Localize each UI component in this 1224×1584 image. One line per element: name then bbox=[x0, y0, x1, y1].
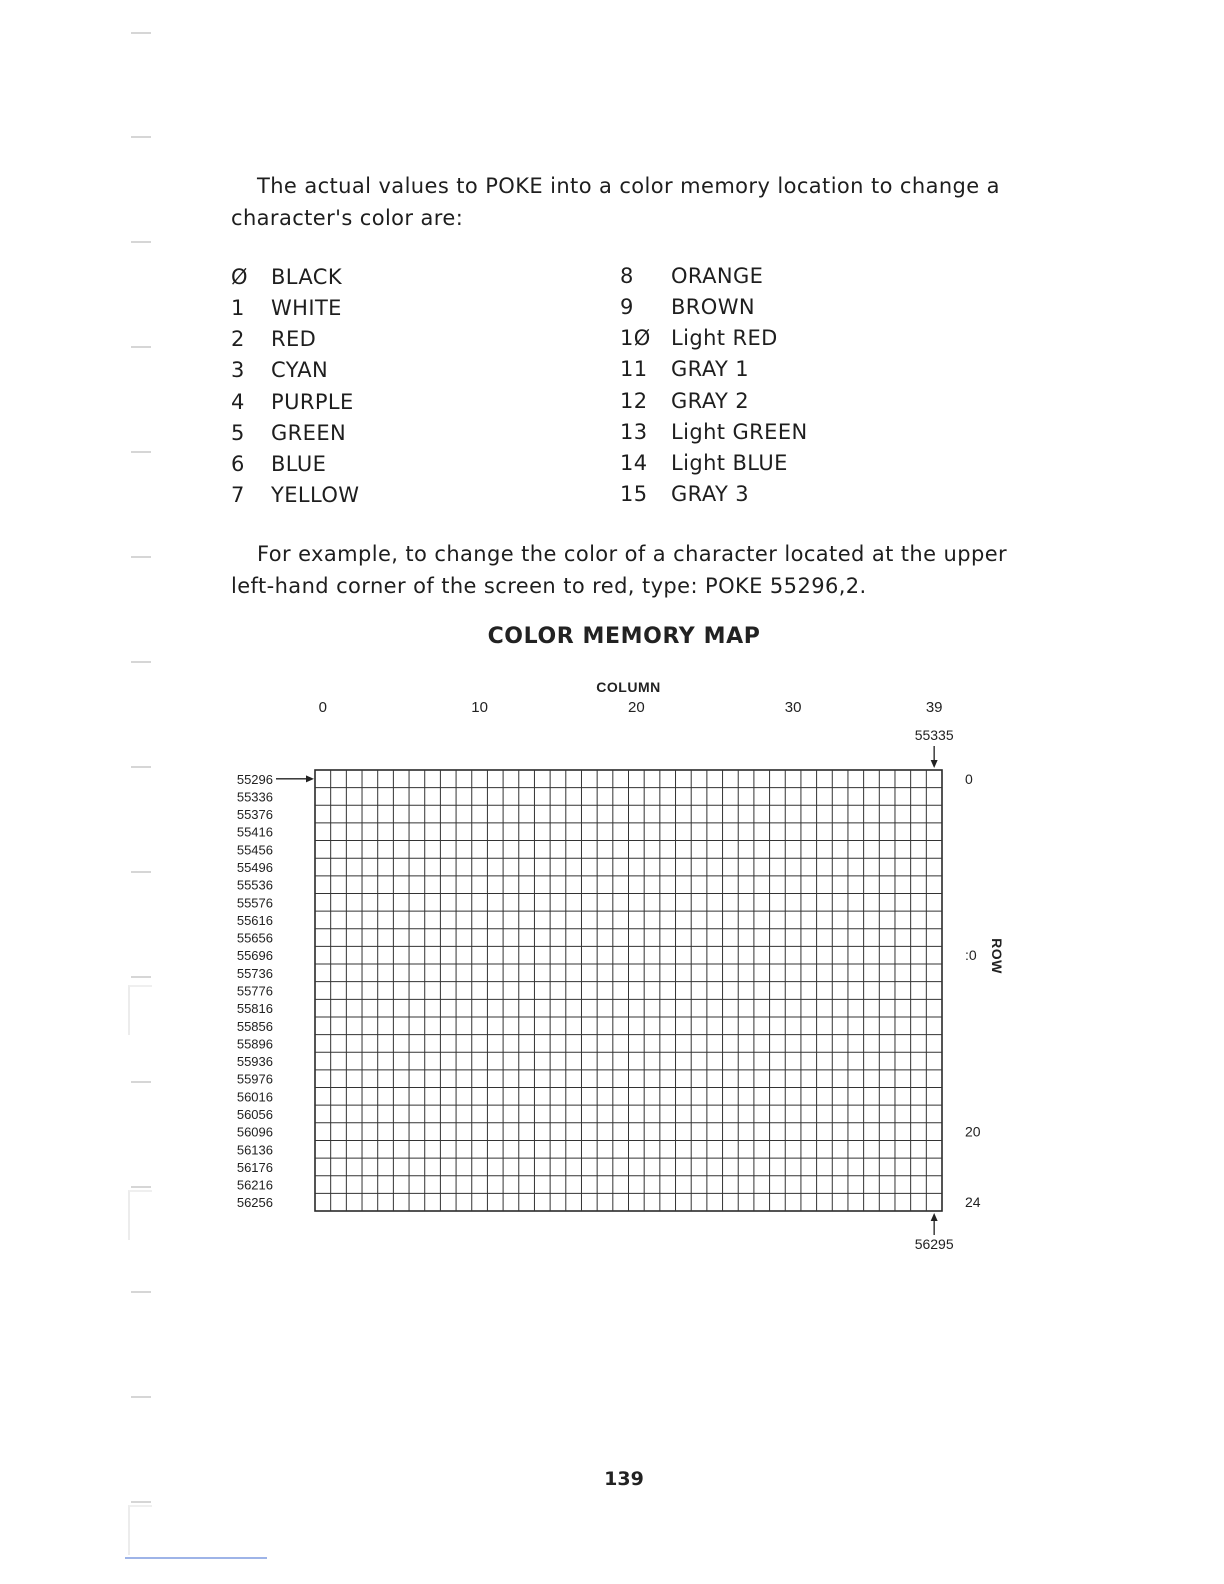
binding-tick bbox=[131, 1501, 151, 1503]
row-address-label: 55856 bbox=[236, 1018, 273, 1034]
row-address-label: 55936 bbox=[236, 1054, 273, 1070]
row-address-label: 55776 bbox=[236, 983, 273, 999]
color-name: CYAN bbox=[271, 358, 329, 382]
color-name: Light RED bbox=[671, 326, 778, 350]
color-code: 13 bbox=[620, 420, 648, 444]
binding-tick bbox=[131, 1396, 151, 1398]
color-name: BROWN bbox=[671, 295, 756, 319]
row-address-label: 56176 bbox=[236, 1159, 273, 1175]
row-axis-label: ROW bbox=[989, 938, 1005, 974]
color-code: 9 bbox=[620, 295, 634, 319]
top-right-arrow-head bbox=[931, 760, 938, 768]
color-code: 11 bbox=[620, 357, 648, 381]
top-right-address: 55335 bbox=[914, 727, 954, 743]
page-number: 139 bbox=[604, 1468, 644, 1490]
row-address-label: 55416 bbox=[236, 824, 273, 840]
example-line-1: For example, to change the color of a character located at the upper bbox=[257, 542, 1008, 566]
row-address-label: 56256 bbox=[236, 1195, 273, 1211]
color-code: 3 bbox=[231, 358, 245, 382]
color-code: 7 bbox=[231, 483, 245, 507]
color-code: 12 bbox=[620, 389, 648, 413]
color-name: Light GREEN bbox=[671, 420, 808, 444]
row-address-label: 55456 bbox=[236, 842, 273, 858]
row-address-label: 55336 bbox=[236, 789, 273, 805]
color-code: 2 bbox=[231, 327, 245, 351]
intro-line-2: character's color are: bbox=[231, 206, 464, 230]
column-tick-label: 10 bbox=[471, 699, 488, 716]
color-code: 4 bbox=[231, 390, 245, 414]
row-address-label: 55816 bbox=[236, 1001, 273, 1017]
color-code: Ø bbox=[231, 265, 248, 289]
color-code: 6 bbox=[231, 452, 245, 476]
example-line-2: left-hand corner of the screen to red, type: POKE 55296,2. bbox=[231, 574, 867, 598]
row-tick-label: 24 bbox=[965, 1194, 981, 1211]
bottom-right-address: 56295 bbox=[914, 1236, 954, 1252]
color-code: 8 bbox=[620, 264, 634, 288]
column-tick-label: 20 bbox=[627, 699, 645, 716]
color-name: GREEN bbox=[271, 421, 347, 445]
column-tick-label: 39 bbox=[925, 699, 943, 716]
row-address-label: 56216 bbox=[236, 1177, 273, 1193]
color-name: RED bbox=[271, 327, 317, 351]
binding-hole bbox=[128, 1505, 152, 1555]
color-name: WHITE bbox=[271, 296, 342, 320]
row-address-label: 56096 bbox=[236, 1124, 273, 1140]
row-address-label: 55376 bbox=[236, 807, 273, 823]
row-tick-label: 0 bbox=[965, 770, 973, 787]
intro-line-1: The actual values to POKE into a color memory location to change a bbox=[257, 174, 1000, 198]
color-name: PURPLE bbox=[271, 390, 354, 414]
color-name: GRAY 3 bbox=[671, 482, 750, 506]
column-tick-label: 0 bbox=[318, 699, 328, 716]
color-name: ORANGE bbox=[671, 264, 764, 288]
color-name: BLACK bbox=[271, 265, 343, 289]
row-address-label: 55896 bbox=[236, 1036, 273, 1052]
row-address-label: 56136 bbox=[236, 1142, 273, 1158]
row-address-label: 55296 bbox=[236, 771, 273, 787]
row-address-label: 55696 bbox=[236, 948, 273, 964]
color-name: GRAY 1 bbox=[671, 357, 750, 381]
row-address-label: 55736 bbox=[236, 965, 273, 981]
row-address-label: 55656 bbox=[236, 930, 273, 946]
color-code: 5 bbox=[231, 421, 245, 445]
color-code: 1Ø bbox=[620, 326, 651, 350]
column-axis-label: COLUMN bbox=[596, 679, 661, 695]
color-code: 1 bbox=[231, 296, 245, 320]
color-name: YELLOW bbox=[271, 483, 360, 507]
start-address-arrow-head bbox=[306, 775, 314, 782]
color-name: Light BLUE bbox=[671, 451, 788, 475]
color-code: 15 bbox=[620, 482, 648, 506]
row-address-label: 55616 bbox=[236, 912, 273, 928]
color-name: BLUE bbox=[271, 452, 327, 476]
color-code: 14 bbox=[620, 451, 648, 475]
column-tick-label: 30 bbox=[784, 699, 802, 716]
color-name: GRAY 2 bbox=[671, 389, 750, 413]
row-address-label: 56056 bbox=[236, 1106, 273, 1122]
row-address-label: 55976 bbox=[236, 1071, 273, 1087]
map-title: COLOR MEMORY MAP bbox=[487, 624, 761, 649]
bottom-rule bbox=[125, 1557, 267, 1559]
row-tick-label: 20 bbox=[965, 1123, 981, 1140]
row-address-label: 55576 bbox=[236, 895, 273, 911]
row-tick-label: :0 bbox=[965, 947, 977, 964]
row-address-label: 55536 bbox=[236, 877, 273, 893]
row-address-label: 56016 bbox=[236, 1089, 273, 1105]
row-address-label: 55496 bbox=[236, 860, 273, 876]
